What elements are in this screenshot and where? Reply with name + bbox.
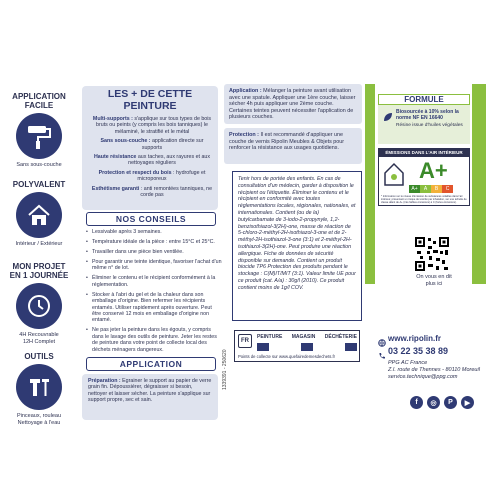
formule-line2: Résine issue d'huiles végétales xyxy=(396,123,463,128)
contact-address xyxy=(388,360,480,381)
paint-can-icon xyxy=(257,343,269,351)
triman-recycling-strip xyxy=(234,330,360,362)
preparation-label: Préparation : xyxy=(88,378,121,384)
list-item: • Stocker à l'abri du gel et de la chaleur dans son emballage d'origine. Bien refermer les récipients entamés. Utiliser rapidement après ouverture. Peut être conservé 12 mois en emballage d'origine non entamé. xyxy=(86,292,222,324)
triman-icon: FR xyxy=(238,334,252,348)
application-heading: APPLICATION xyxy=(86,357,216,371)
benefits-title: LES + DE CETTE PEINTURE xyxy=(107,88,193,112)
safety-notice: Tenir hors de portée des enfants. En cas de consultation d'un médecin, garder à disposition le récipient ou l'étiquette. Éliminer le contenu et le récipient en conformité avec toutes réglementations locales, régionales, nationales, et internationales. Contient (ou de la) butylcarbamate de 3-iodo-2-propynyle, 1,2-benzisothiazol-3(2H)-one, masse de réaction de 5-chloro-2-méthyl-2H-isothiazol-3-one et de 2-méthyl-2H-isothiazol-3-one (3:1) et 2-méthyl-2H-isothiazol-3(2H)-one. Peut produire une réaction allergique. Fiche de données de sécurité disponible sur demande. Contient un produit biocide TP6 Protection des produits pendant le stockage : C(M)IT/MIT (3:1). Valeur limite UE pour ce produit (cat. A/a) : 30g/l (2010). Ce produit contient moins de 1g/l COV. xyxy=(232,171,362,321)
preparation-text: Egrainer le support au papier de verre grain fin. Dépoussiérer, dégraisser si besoin, nettoyer et laisser sécher. La peinture s'applique sur support propre, sec et sain. xyxy=(88,378,212,404)
phone-number[interactable]: 03 22 35 38 89 xyxy=(388,346,449,356)
protection-label: Protection : xyxy=(229,132,259,138)
conseils-list xyxy=(86,229,222,357)
scale-c: C xyxy=(442,185,453,193)
emission-grade: A+ xyxy=(419,158,448,183)
list-item xyxy=(90,186,214,199)
benefit-text: : anti remontées tanniques, ne corde pas xyxy=(139,185,213,199)
list-item xyxy=(90,170,214,183)
list-item: • Ne pas jeter la peinture dans les égouts, y compris dans le lavage des outils de peinture. Jeter les restes de peinture dans votre point de collecte local des déchets ménagers dangereux. xyxy=(86,327,222,353)
scale-b: B xyxy=(431,185,442,193)
triman-caption: Points de collecte sur www.quefairedemesdechets.fr xyxy=(238,354,336,359)
scale-a: A xyxy=(420,185,431,193)
emission-label xyxy=(378,148,470,206)
emission-header: ÉMISSIONS DANS L'AIR INTÉRIEUR xyxy=(379,149,469,157)
badge-title: APPLICATION FACILE xyxy=(12,92,66,110)
badge-projet-1-journee xyxy=(6,262,72,346)
benefit-label: Esthétisme garanti xyxy=(91,185,140,192)
benefit-label: Multi-supports : xyxy=(92,116,133,122)
badge-polyvalent xyxy=(6,180,72,248)
benefit-text: aux taches, aux rayures et aux nettoyages réguliers xyxy=(128,154,210,167)
badge-subtitle: Pinceaux, rouleau Nettoyage à l'eau xyxy=(16,413,62,426)
facebook-icon[interactable]: f xyxy=(410,396,423,409)
paint-roller-icon xyxy=(16,113,62,159)
formule-title: FORMULE xyxy=(378,94,470,105)
list-item: • Lessivable après 3 semaines. xyxy=(86,229,222,235)
youtube-icon[interactable]: ▶ xyxy=(461,396,474,409)
application-text: Mélanger la peinture avant utilisation avec une spatule. Appliquer une 1ère couche, laisser sécher 4h puis appliquer une 2ème couche. Certaines teintes peuvent nécessiter l'application de plusieurs couches. xyxy=(229,88,356,121)
badge-outils xyxy=(6,352,72,427)
benefit-text: application directe sur supports xyxy=(141,138,204,151)
globe-icon xyxy=(378,334,386,342)
list-item xyxy=(90,154,214,167)
address-line-street: Z.I. route de Thennes - 80110 Moreuil xyxy=(388,367,480,373)
phone-icon xyxy=(378,347,386,355)
preparation-box xyxy=(82,374,218,420)
protection-text: Il est recommandé d'appliquer une couche de vernis Ripolin Meubles & Objets pour renforcer la résistance aux usages quotidiens. xyxy=(229,132,345,152)
formule-line1: Biosourcée à 10% selon la norme NF EN 16640 xyxy=(396,109,459,121)
green-band-left xyxy=(365,84,375,284)
green-band-right xyxy=(472,84,486,284)
website-link[interactable]: www.ripolin.fr xyxy=(388,334,442,343)
benefit-label: Protection et respect du bois xyxy=(98,169,172,176)
house-air-icon xyxy=(383,161,405,187)
triman-label-peinture: PEINTURE xyxy=(257,334,283,340)
triman-label-magasin: MAGASIN xyxy=(291,334,316,340)
qr-code[interactable] xyxy=(414,236,450,272)
triman-labels xyxy=(257,334,357,340)
list-item: • Pour garantir une teinte identique, favoriser l'achat d'un même n° de lot. xyxy=(86,259,222,272)
list-item: • Travailler dans une pièce bien ventilée. xyxy=(86,249,222,255)
triman-pictos xyxy=(257,343,357,351)
conseils-heading: NOS CONSEILS xyxy=(86,212,216,226)
instagram-icon[interactable]: ◎ xyxy=(427,396,440,409)
recycling-center-icon xyxy=(345,343,357,351)
benefit-label: Sans sous-couche : xyxy=(100,138,151,145)
emission-footnote: * Information sur le niveau d'émission de substances volatiles dans l'air intérieur, présentant un risque de toxicité par inhalation, sur une échelle de classe allant de A+ (très faibles émissions) à C (fortes émissions). xyxy=(381,195,467,204)
list-item: • Éliminer le contenu et le récipient conformément à la réglementation. xyxy=(86,275,222,288)
badge-title: OUTILS xyxy=(24,352,54,361)
left-badges-column xyxy=(0,0,78,500)
list-item xyxy=(90,116,214,135)
benefit-text: : hydrofuge et microporeux xyxy=(137,169,206,183)
badge-subtitle-recouvrable: 4H Recouvrable xyxy=(19,332,59,338)
application-box xyxy=(224,84,362,124)
badge-application-facile xyxy=(6,92,72,169)
address-line-company: PPG AC France xyxy=(388,360,428,366)
benefit-text: s'applique sur tous types de bois bruts ou peints (y compris les bois tanniques) le mélaminé, le stratifié et le métal xyxy=(96,116,212,135)
benefits-list xyxy=(90,116,214,201)
shop-icon xyxy=(301,343,313,351)
badge-subtitle: Intérieur / Extérieur xyxy=(15,241,63,247)
badge-subtitle-complet: 12H Complet xyxy=(22,339,56,345)
house-icon xyxy=(16,192,62,238)
list-item xyxy=(90,138,214,151)
application-label: Application : xyxy=(229,88,262,94)
emission-scale xyxy=(409,185,453,193)
brush-icon xyxy=(16,364,62,410)
scale-a-plus: A+ xyxy=(409,185,420,193)
qr-caption: On vous en dit plus ici xyxy=(416,274,452,287)
protection-box xyxy=(224,128,362,164)
list-item: • Température idéale de la pièce : entre 15°C et 25°C. xyxy=(86,239,222,245)
social-icons xyxy=(410,396,474,409)
leaf-icon xyxy=(382,110,394,122)
badge-title: POLYVALENT xyxy=(12,180,66,189)
triman-label-decheterie: DÉCHÈTERIE xyxy=(324,334,357,340)
clock-icon xyxy=(16,283,62,329)
lot-code: 1339391 - 250620 xyxy=(222,349,228,391)
badge-subtitle: Sans sous-couche xyxy=(16,162,62,168)
benefit-label: Haute résistance xyxy=(93,154,137,161)
badge-title: MON PROJET EN 1 JOURNÉE xyxy=(9,262,69,280)
pinterest-icon[interactable]: P xyxy=(444,396,457,409)
address-line-email[interactable]: service.technique@ppg.com xyxy=(388,374,458,380)
